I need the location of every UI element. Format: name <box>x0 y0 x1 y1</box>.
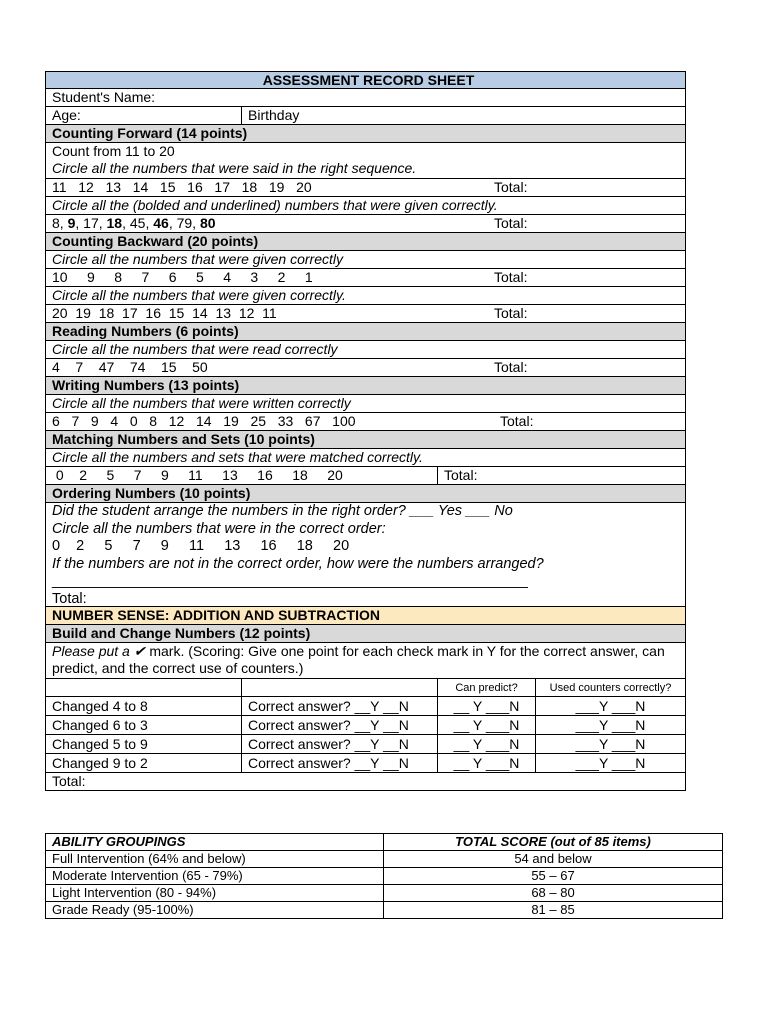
number-sense-heading: NUMBER SENSE: ADDITION AND SUBTRACTION <box>45 607 686 625</box>
change-label: Changed 5 to 9 <box>46 735 242 753</box>
build-change-total: Total: <box>45 773 686 791</box>
counters-check[interactable]: ___Y ___N <box>575 736 646 752</box>
birthday-field[interactable]: Birthday <box>248 107 300 123</box>
age-birthday-row <box>45 107 686 125</box>
counting-forward-task-cell <box>45 143 686 179</box>
total-label: Total: <box>494 305 528 321</box>
build-change-row <box>45 716 686 735</box>
groupings-row <box>46 851 723 868</box>
counting-forward-instruction-1: Circle all the numbers that were said in the right sequence. <box>52 160 417 176</box>
can-predict-check[interactable]: __ Y ___N <box>438 697 536 715</box>
assessment-sheet <box>45 71 686 791</box>
build-change-row <box>45 697 686 716</box>
sheet-title: ASSESSMENT RECORD SHEET <box>45 71 686 89</box>
counting-forward-sequence-row <box>45 215 686 233</box>
groupings-row <box>46 868 723 885</box>
writing-numbers-row <box>45 413 686 431</box>
counting-backward-numbers-2[interactable]: 20 19 18 17 16 15 14 13 12 11 <box>52 305 277 321</box>
matching-numbers-row <box>45 467 686 485</box>
seq-text: , 45, <box>122 215 154 231</box>
ordering-numbers[interactable]: 0 2 5 7 9 11 13 16 18 20 <box>52 538 350 554</box>
ordering-answer-line[interactable]: ___________________________________________________________ <box>52 573 528 589</box>
can-predict-check[interactable]: __ Y ___N <box>438 754 536 772</box>
counting-backward-numbers-row-2 <box>45 305 686 323</box>
ordering-question: Did the student arrange the numbers in the right order? ___ Yes ___ No <box>52 503 513 519</box>
counting-forward-instruction-2: Circle all the (bolded and underlined) numbers that were given correctly. <box>45 197 686 215</box>
build-change-instruction: mark. (Scoring: Give one point for each check mark in Y for the correct answer, can predict, and the correct use of counters.) <box>52 643 665 676</box>
matching-numbers[interactable]: 0 2 5 7 9 11 13 16 18 20 <box>46 467 438 484</box>
groupings-row <box>46 885 723 902</box>
reading-numbers-instruction: Circle all the numbers that were read correctly <box>45 341 686 359</box>
grouping-name: Light Intervention (80 - 94%) <box>46 885 384 902</box>
header-blank <box>242 679 438 697</box>
writing-numbers-heading: Writing Numbers (13 points) <box>45 377 686 395</box>
reading-numbers[interactable]: 4 7 47 74 15 50 <box>52 359 208 375</box>
counting-forward-task: Count from 11 to 20 <box>52 143 175 159</box>
seq-text: 8, <box>52 215 68 231</box>
grouping-name: Full Intervention (64% and below) <box>46 851 384 868</box>
build-change-row <box>45 735 686 754</box>
counting-backward-heading: Counting Backward (20 points) <box>45 233 686 251</box>
can-predict-check[interactable]: __ Y ___N <box>438 735 536 753</box>
correct-answer-check[interactable]: Correct answer? __Y __N <box>242 697 438 715</box>
seq-bold-number[interactable]: 18 <box>106 215 123 231</box>
ordering-cell <box>45 503 686 607</box>
counting-backward-instruction-1: Circle all the numbers that were given correctly <box>45 251 686 269</box>
change-label: Changed 4 to 8 <box>46 697 242 715</box>
please-text: Please put a <box>52 643 130 659</box>
header-blank <box>46 679 242 697</box>
counting-forward-heading: Counting Forward (14 points) <box>45 125 686 143</box>
build-change-instruction-cell <box>45 643 686 679</box>
build-change-row <box>45 754 686 773</box>
build-change-heading: Build and Change Numbers (12 points) <box>45 625 686 643</box>
reading-numbers-row <box>45 359 686 377</box>
seq-text: , 17, <box>75 215 107 231</box>
correct-answer-check[interactable]: Correct answer? __Y __N <box>242 735 438 753</box>
age-field[interactable]: Age: <box>46 107 242 124</box>
ordering-heading: Ordering Numbers (10 points) <box>45 485 686 503</box>
correct-answer-check[interactable]: Correct answer? __Y __N <box>242 754 438 772</box>
counting-forward-numbers-1[interactable]: 11 12 13 14 15 16 17 18 19 20 <box>52 179 312 195</box>
ability-groupings-header: ABILITY GROUPINGS <box>46 834 384 851</box>
grouping-score: 54 and below <box>384 851 723 868</box>
grouping-score: 68 – 80 <box>384 885 723 902</box>
seq-bold-number[interactable]: 46 <box>153 215 169 231</box>
change-label: Changed 6 to 3 <box>46 716 242 734</box>
grouping-score: 81 – 85 <box>384 902 723 919</box>
build-change-header-row <box>45 679 686 697</box>
can-predict-header: Can predict? <box>438 679 536 697</box>
seq-text: , 79, <box>168 215 200 231</box>
matching-instruction: Circle all the numbers and sets that were matched correctly. <box>45 449 686 467</box>
seq-bold-number[interactable]: 9 <box>67 215 76 231</box>
counting-backward-numbers-1[interactable]: 10 9 8 7 6 5 4 3 2 1 <box>52 269 313 285</box>
total-label: Total: <box>500 413 534 429</box>
grouping-score: 55 – 67 <box>384 868 723 885</box>
grouping-name: Moderate Intervention (65 - 79%) <box>46 868 384 885</box>
groupings-row <box>46 902 723 919</box>
used-counters-header: Used counters correctly? <box>549 682 672 694</box>
matching-heading: Matching Numbers and Sets (10 points) <box>45 431 686 449</box>
ordering-how-question: If the numbers are not in the correct order, how were the numbers arranged? <box>52 555 544 572</box>
total-label: Total: <box>494 215 528 231</box>
checkmark-icon: ✔ <box>133 643 146 659</box>
total-label: Total: <box>52 590 87 607</box>
total-label: Total: <box>494 269 528 285</box>
groupings-header-row <box>46 834 723 851</box>
writing-numbers-instruction: Circle all the numbers that were written correctly <box>45 395 686 413</box>
reading-numbers-heading: Reading Numbers (6 points) <box>45 323 686 341</box>
writing-numbers[interactable]: 6 7 9 4 0 8 12 14 19 25 33 67 100 <box>52 413 356 429</box>
counters-check[interactable]: ___Y ___N <box>575 717 646 733</box>
counting-backward-instruction-2: Circle all the numbers that were given correctly. <box>45 287 686 305</box>
counters-check[interactable]: ___Y ___N <box>575 698 646 714</box>
total-label: Total: <box>444 467 478 483</box>
can-predict-check[interactable]: __ Y ___N <box>438 716 536 734</box>
ordering-instruction: Circle all the numbers that were in the correct order: <box>52 520 386 537</box>
student-name-field[interactable]: Student's Name: <box>45 89 686 107</box>
seq-bold-number[interactable]: 80 <box>199 215 216 231</box>
total-score-header: TOTAL SCORE (out of 85 items) <box>384 834 723 851</box>
ability-groupings-table <box>45 833 723 919</box>
total-label: Total: <box>494 359 528 375</box>
change-label: Changed 9 to 2 <box>46 754 242 772</box>
correct-answer-check[interactable]: Correct answer? __Y __N <box>242 716 438 734</box>
counters-check[interactable]: ___Y ___N <box>575 755 646 771</box>
grouping-name: Grade Ready (95-100%) <box>46 902 384 919</box>
counting-backward-numbers-row-1 <box>45 269 686 287</box>
counting-forward-numbers-row <box>45 179 686 197</box>
total-label: Total: <box>494 179 528 195</box>
